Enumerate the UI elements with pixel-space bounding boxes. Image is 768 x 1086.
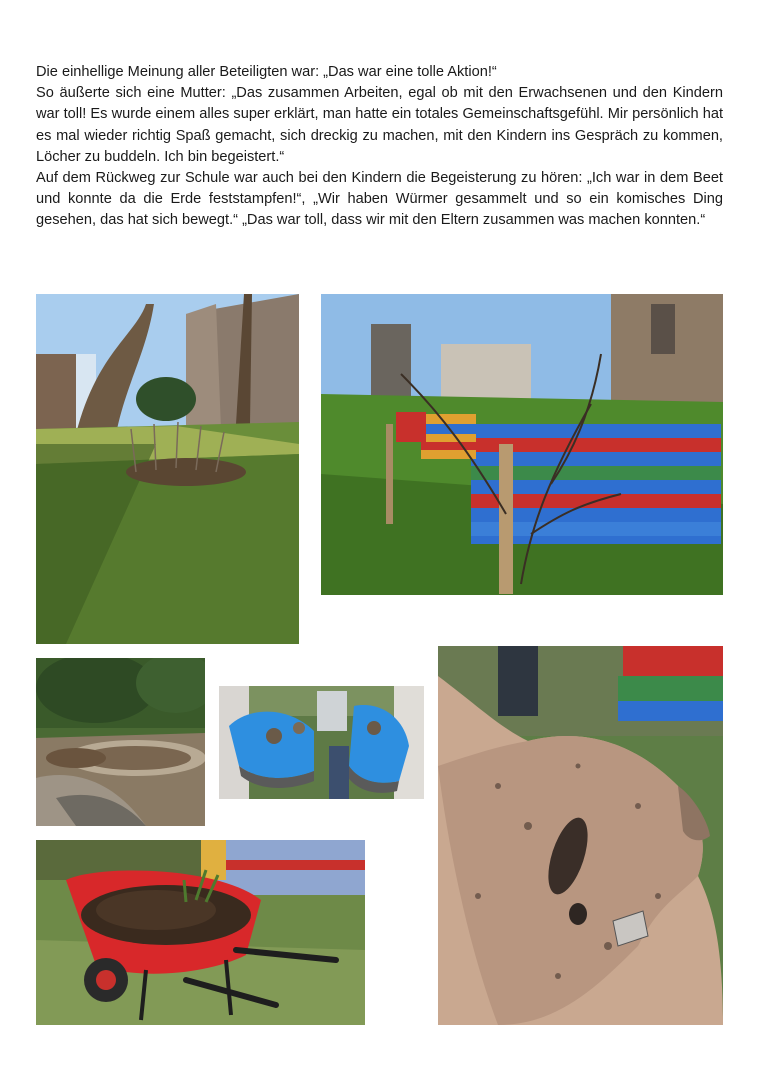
photo-pallet-raised-beds bbox=[321, 294, 723, 595]
photo-gloved-hands bbox=[219, 686, 424, 799]
pallet-beds-illustration bbox=[321, 294, 723, 595]
photo-garden-path bbox=[36, 658, 205, 826]
photo-red-wheelbarrow bbox=[36, 840, 365, 1025]
article-line-1: Die einhellige Meinung aller Beteiligten war: „Das war eine tolle Aktion!“ bbox=[36, 64, 497, 80]
article-paragraph-mother-quote: So äußerte sich eine Mutter: „Das zusammen Arbeiten, egal ob mit den Erwachsenen und den Kindern war toll! Es wurde einem alles super erklärt, man hatte ein totales Gemeinschaftsgefühl. Mir persönlich hat es mal wieder richtig Spaß gemacht, sich dreckig zu machen, mit den Kindern ins Gespräch zu kommen, Löcher zu buddeln. Ich bin begeistert.“ bbox=[36, 85, 723, 165]
garden-path-illustration bbox=[36, 658, 205, 826]
photo-hand-chrysalis bbox=[438, 646, 723, 1025]
gloved-hands-illustration bbox=[219, 686, 424, 799]
article-paragraph-children-quotes: Auf dem Rückweg zur Schule war auch bei den Kindern die Begeisterung zu hören: „Ich war in dem Beet und konnte da die Erde feststampfen!“, „Wir haben Würmer gesammelt und so ein komisches Ding gesehen, das hat sich bewegt.“ „Das war toll, dass wir mit den Eltern zusammen was machen konnten.“ bbox=[36, 170, 723, 229]
wheelbarrow-illustration bbox=[36, 840, 365, 1025]
hand-chrysalis-illustration bbox=[438, 646, 723, 1025]
article-text bbox=[36, 62, 723, 232]
garden-lawn-illustration bbox=[36, 294, 299, 644]
photo-garden-lawn bbox=[36, 294, 299, 644]
